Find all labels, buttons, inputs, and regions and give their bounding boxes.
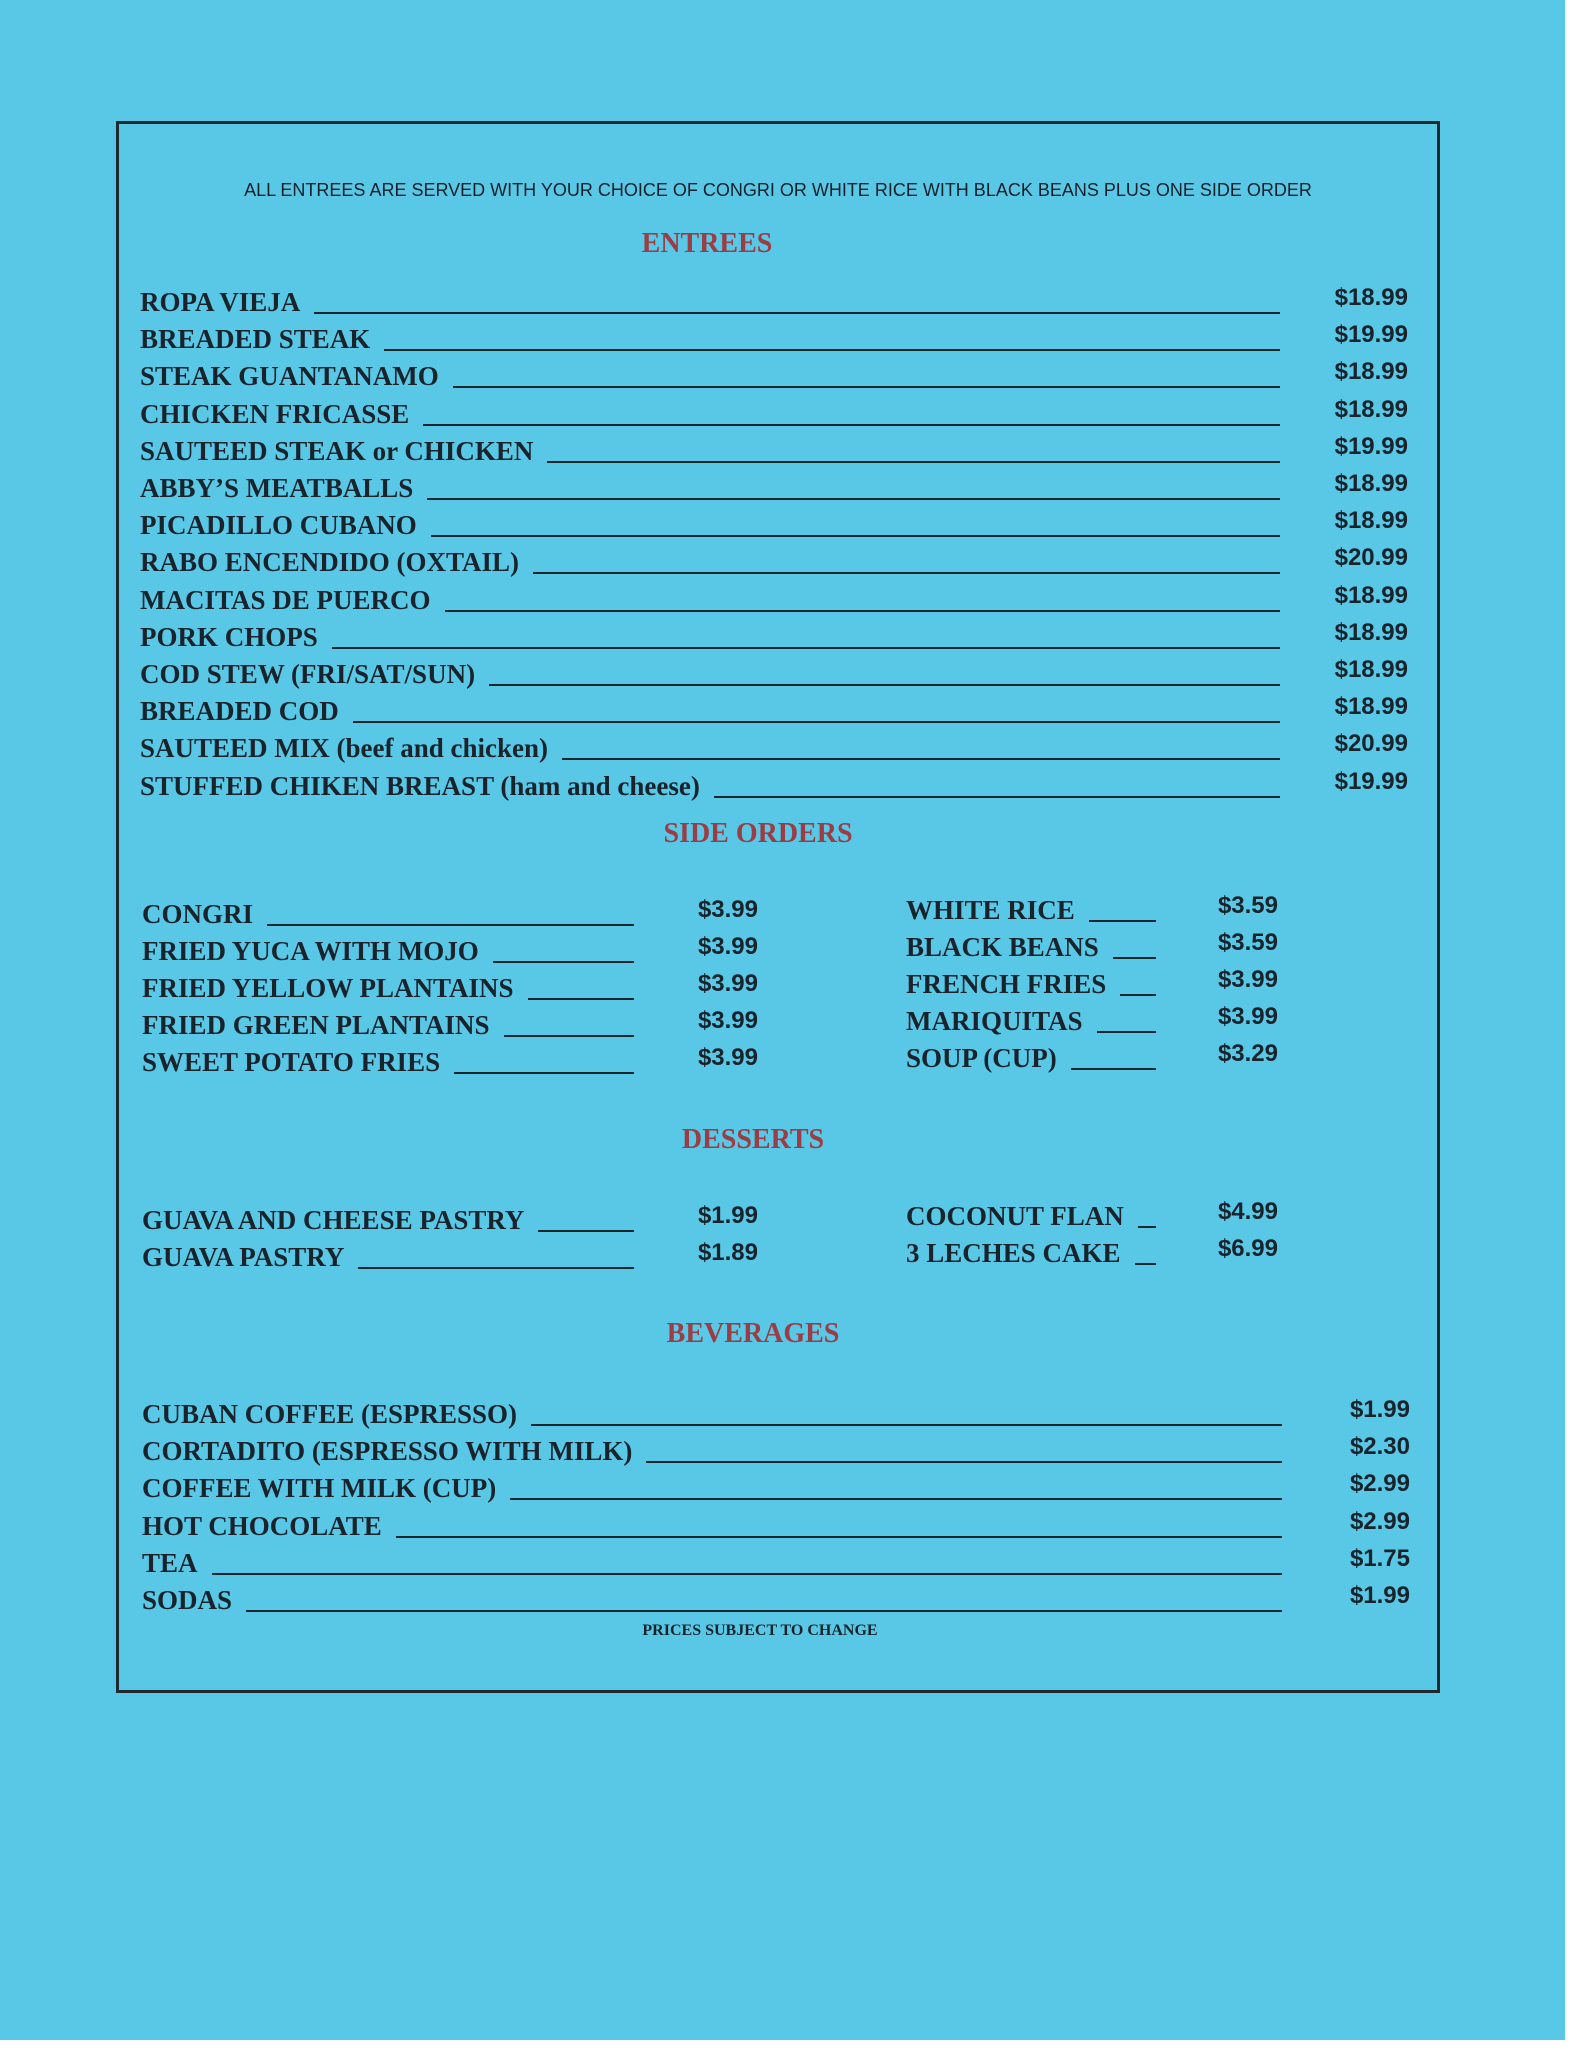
dessert-row <box>142 1237 758 1271</box>
entree-row <box>140 617 1408 651</box>
item-price: $18.99 <box>1334 470 1408 497</box>
leader-line <box>453 386 1280 388</box>
item-name: CONGRI <box>142 899 254 929</box>
side-order-row <box>142 1042 758 1076</box>
item-name: STUFFED CHIKEN BREAST (ham and cheese) <box>140 770 700 801</box>
entree-notice: ALL ENTREES ARE SERVED WITH YOUR CHOICE OF CONGRI OR WHITE RICE WITH BLACK BEANS PLUS ONE SIDE ORDER <box>244 180 1312 200</box>
leader-line <box>1120 994 1156 996</box>
leader-line <box>493 961 634 963</box>
item-name: PICADILLO CUBANO <box>140 510 417 541</box>
item-name: SWEET POTATO FRIES <box>142 1047 441 1077</box>
side-order-row <box>142 894 758 928</box>
item-price: $3.29 <box>1217 1040 1278 1067</box>
leader-line <box>547 461 1280 463</box>
item-name: BLACK BEANS <box>906 932 1099 962</box>
item-price: $18.99 <box>1334 618 1408 646</box>
item-price: $18.99 <box>1334 656 1408 683</box>
item-name: 3 LECHES CAKE <box>906 1238 1121 1268</box>
item-name: ROPA VIEJA <box>140 287 301 317</box>
item-name: WHITE RICE <box>906 895 1075 925</box>
section-title-beverages: BEVERAGES <box>666 1318 840 1349</box>
leader-line <box>1097 1031 1156 1033</box>
leader-line <box>267 924 634 926</box>
entree-row <box>140 282 1408 316</box>
item-name: SAUTEED STEAK or CHICKEN <box>140 435 534 466</box>
side-order-row <box>906 964 1278 998</box>
leader-line <box>423 424 1280 426</box>
leader-line <box>454 1072 634 1074</box>
item-name: MACITAS DE PUERCO <box>140 584 431 615</box>
item-name: SOUP (CUP) <box>906 1043 1057 1073</box>
entree-row <box>140 728 1408 762</box>
entree-row <box>140 356 1408 390</box>
item-price: $18.99 <box>1334 395 1408 423</box>
leader-line <box>384 349 1280 351</box>
leader-line <box>314 312 1280 314</box>
item-name: SODAS <box>142 1585 233 1615</box>
entree-row <box>140 654 1408 688</box>
leader-line <box>396 1536 1282 1538</box>
item-name: CHICKEN FRICASSE <box>140 398 410 429</box>
leader-line <box>332 647 1280 649</box>
side-order-row <box>142 968 758 1002</box>
item-price: $2.30 <box>1349 1433 1410 1461</box>
item-price: $1.99 <box>1349 1396 1410 1423</box>
leader-line <box>1138 1226 1156 1228</box>
item-price: $4.99 <box>1217 1198 1278 1225</box>
item-name: BREADED COD <box>140 696 339 727</box>
item-name: RABO ENCENDIDO (OXTAIL) <box>140 547 520 578</box>
item-price: $2.99 <box>1349 1470 1410 1498</box>
leader-line <box>431 535 1280 537</box>
dessert-row <box>906 1233 1278 1267</box>
leader-line <box>562 758 1280 760</box>
item-name: FRIED YUCA WITH MOJO <box>142 936 479 966</box>
item-price: $3.99 <box>1217 966 1278 993</box>
side-order-row <box>142 931 758 965</box>
leader-line <box>1113 957 1156 959</box>
item-price: $3.99 <box>697 933 758 960</box>
leader-line <box>531 1424 1282 1426</box>
side-order-row <box>906 890 1278 924</box>
leader-line <box>427 498 1280 500</box>
leader-line <box>510 1498 1282 1500</box>
item-name: FRENCH FRIES <box>906 969 1107 999</box>
item-price: $18.99 <box>1334 581 1408 609</box>
beverage-row <box>142 1394 1410 1428</box>
leader-line <box>538 1230 634 1232</box>
item-name: COCONUT FLAN <box>906 1201 1124 1231</box>
item-price: $3.99 <box>697 1044 758 1071</box>
item-price: $20.99 <box>1334 544 1408 572</box>
leader-line <box>528 998 634 1000</box>
side-order-row <box>906 1038 1278 1072</box>
entree-row <box>140 766 1408 800</box>
entree-row <box>140 542 1408 576</box>
item-price: $3.59 <box>1217 929 1278 956</box>
item-name: HOT CHOCOLATE <box>142 1510 382 1541</box>
item-price: $6.99 <box>1217 1235 1278 1262</box>
item-name: GUAVA PASTRY <box>142 1242 345 1272</box>
leader-line <box>504 1035 634 1037</box>
item-name: BREADED STEAK <box>140 324 371 355</box>
prices-subject-to-change: PRICES SUBJECT TO CHANGE <box>642 1622 878 1639</box>
item-price: $3.99 <box>1217 1003 1278 1030</box>
leader-line <box>489 684 1280 686</box>
item-name: FRIED YELLOW PLANTAINS <box>142 973 514 1003</box>
item-name: ABBY’S MEATBALLS <box>140 473 414 503</box>
section-title-side-orders: SIDE ORDERS <box>663 818 853 849</box>
item-price: $18.99 <box>1334 693 1408 721</box>
entree-row <box>140 691 1408 725</box>
leader-line <box>1071 1068 1156 1070</box>
item-price: $1.89 <box>697 1239 758 1266</box>
leader-line <box>212 1573 1282 1575</box>
item-price: $1.75 <box>1349 1544 1410 1572</box>
item-price: $3.99 <box>697 896 758 923</box>
item-price: $3.59 <box>1217 892 1278 919</box>
item-name: FRIED GREEN PLANTAINS <box>142 1010 490 1040</box>
beverage-row <box>142 1543 1410 1577</box>
leader-line <box>714 796 1280 798</box>
side-order-row <box>142 1005 758 1039</box>
item-price: $3.99 <box>697 970 758 997</box>
leader-line <box>533 572 1280 574</box>
item-name: CUBAN COFFEE (ESPRESSO) <box>142 1399 518 1429</box>
leader-line <box>353 721 1280 723</box>
section-title-entrees: ENTREES <box>641 228 773 259</box>
item-price: $1.99 <box>1349 1582 1410 1609</box>
entree-row <box>140 319 1408 353</box>
item-price: $19.99 <box>1334 767 1408 795</box>
item-price: $19.99 <box>1334 321 1408 349</box>
item-price: $1.99 <box>697 1202 758 1229</box>
section-title-desserts: DESSERTS <box>681 1124 825 1155</box>
beverage-row <box>142 1580 1410 1614</box>
item-name: COFFEE WITH MILK (CUP) <box>142 1473 497 1504</box>
item-name: GUAVA AND CHEESE PASTRY <box>142 1205 525 1235</box>
item-price: $2.99 <box>1349 1507 1410 1535</box>
item-name: PORK CHOPS <box>140 621 318 652</box>
leader-line <box>646 1461 1282 1463</box>
entree-row <box>140 394 1408 428</box>
item-price: $3.99 <box>697 1007 758 1034</box>
item-price: $20.99 <box>1334 730 1408 758</box>
item-name: TEA <box>142 1547 198 1578</box>
dessert-row <box>142 1200 758 1234</box>
side-order-row <box>906 1001 1278 1035</box>
leader-line <box>246 1610 1282 1612</box>
item-price: $18.99 <box>1334 284 1408 311</box>
item-name: SAUTEED MIX (beef and chicken) <box>140 733 549 764</box>
item-price: $18.99 <box>1334 358 1408 386</box>
entree-row <box>140 468 1408 502</box>
item-name: MARIQUITAS <box>906 1006 1083 1036</box>
leader-line <box>1135 1263 1156 1265</box>
entree-row <box>140 505 1408 539</box>
beverage-row <box>142 1506 1410 1540</box>
entree-row <box>140 431 1408 465</box>
leader-line <box>445 610 1280 612</box>
item-name: STEAK GUANTANAMO <box>140 361 439 392</box>
item-name: COD STEW (FRI/SAT/SUN) <box>140 659 476 689</box>
leader-line <box>358 1267 634 1269</box>
dessert-row <box>906 1196 1278 1230</box>
beverage-row <box>142 1431 1410 1465</box>
item-name: CORTADITO (ESPRESSO WITH MILK) <box>142 1436 633 1467</box>
beverage-row <box>142 1468 1410 1502</box>
item-price: $19.99 <box>1334 432 1408 460</box>
leader-line <box>1089 920 1156 922</box>
side-order-row <box>906 927 1278 961</box>
item-price: $18.99 <box>1334 507 1408 535</box>
entree-row <box>140 580 1408 614</box>
